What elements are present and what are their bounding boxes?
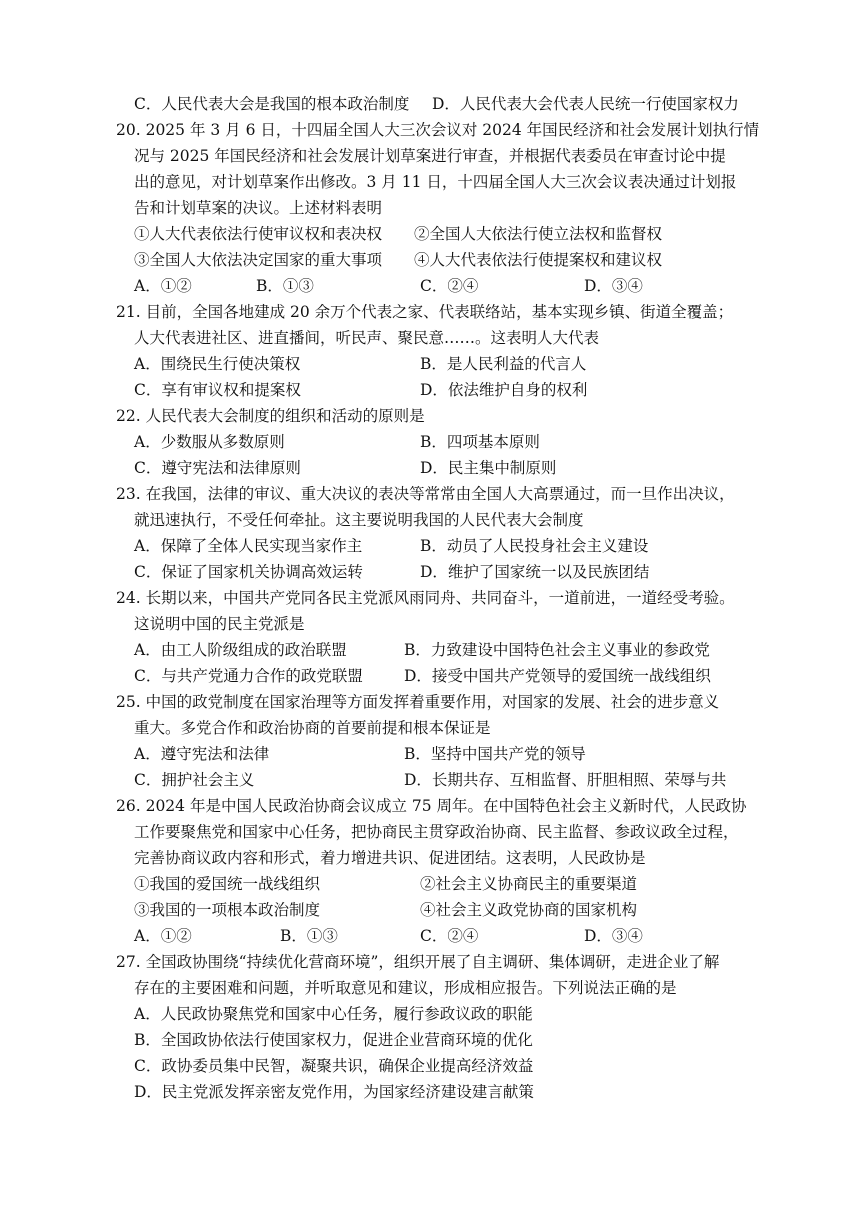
q26-option-a: A．①② [134,927,192,945]
q20-item-4: ④人大代表依法行使提案权和建议权 [414,251,663,269]
q20-option-a: A．①② [134,277,192,295]
q21-option-a: A．围绕民生行使决策权 [134,355,301,373]
q21-option-c: C．享有审议权和提案权 [134,381,301,399]
q23-option-a: A．保障了全体人民实现当家作主 [134,537,363,555]
q24-option-b: B．力致建设中国特色社会主义事业的参政党 [404,641,710,659]
q25-option-a: A．遵守宪法和法律 [134,745,270,763]
q21-stem-2: 人大代表进社区、进直播间，听民声、聚民意……。这表明人大代表 [134,329,600,347]
q19-option-c: C．人民代表大会是我国的根本政治制度 [134,95,410,113]
q23-option-c: C．保证了国家机关协调高效运转 [134,563,363,581]
q20-option-c: C．②④ [420,277,479,295]
q19-option-d: D．人民代表大会代表人民统一行使国家权力 [432,95,739,113]
q20-item-3: ③全国人大依法决定国家的重大事项 [134,251,383,269]
q27-option-c: C．政协委员集中民智，凝聚共识，确保企业提高经济效益 [134,1057,534,1075]
q24-stem-2: 这说明中国的民主党派是 [134,615,305,633]
q21-option-d: D．依法维护自身的权利 [420,381,588,399]
q27-stem-1: 27. 全国政协围绕“持续优化营商环境”，组织开展了自主调研、集体调研，走进企业了解 [116,953,720,971]
q23-stem-1: 23. 在我国，法律的审议、重大决议的表决等常常由全国人大高票通过，而一旦作出决议， [116,485,735,503]
q22-stem-1: 22. 人民代表大会制度的组织和活动的原则是 [116,407,425,425]
q26-option-b: B．①③ [280,927,338,945]
q27-stem-2: 存在的主要困难和问题，并听取意见和建议，形成相应报告。下列说法正确的是 [134,979,677,997]
q27-option-d: D．民主党派发挥亲密友党作用，为国家经济建设建言献策 [134,1083,534,1101]
q25-stem-1: 25. 中国的政党制度在国家治理等方面发挥着重要作用，对国家的发展、社会的进步意义 [116,693,720,711]
q26-item-3: ③我国的一项根本政治制度 [134,901,321,919]
q21-stem-1: 21. 目前，全国各地建成 20 余万个代表之家、代表联络站，基本实现乡镇、街道全覆盖； [116,303,734,321]
q20-option-b: B．①③ [256,277,314,295]
q20-stem-3: 出的意见，对计划草案作出修改。3 月 11 日，十四届全国人大三次会议表决通过计划报 [134,173,737,191]
q24-option-d: D．接受中国共产党领导的爱国统一战线组织 [404,667,711,685]
q22-option-c: C．遵守宪法和法律原则 [134,459,301,477]
q26-item-4: ④社会主义政党协商的国家机构 [420,901,638,919]
q27-option-a: A．人民政协聚焦党和国家中心任务，履行参政议政的职能 [134,1005,533,1023]
q20-item-2: ②全国人大依法行使立法权和监督权 [414,225,663,243]
q23-option-d: D．维护了国家统一以及民族团结 [420,563,650,581]
q22-option-d: D．民主集中制原则 [420,459,557,477]
q25-stem-2: 重大。多党合作和政治协商的首要前提和根本保证是 [134,719,491,737]
q25-option-d: D．长期共存、互相监督、肝胆相照、荣辱与共 [404,771,727,789]
q20-stem-1: 20. 2025 年 3 月 6 日，十四届全国人大三次会议对 2024 年国民经济和社会发展计划执行情 [116,121,760,139]
q24-option-c: C．与共产党通力合作的政党联盟 [134,667,363,685]
q23-stem-2: 就迅速执行，不受任何牵扯。这主要说明我国的人民代表大会制度 [134,511,584,529]
q26-stem-3: 完善协商议政内容和形式，着力增进共识、促进团结。这表明，人民政协是 [134,849,646,867]
q20-item-1: ①人大代表依法行使审议权和表决权 [134,225,383,243]
q26-option-c: C．②④ [420,927,479,945]
q26-stem-2: 工作要聚焦党和国家中心任务，把协商民主贯穿政治协商、民主监督、参政议政全过程， [134,823,739,841]
q20-option-d: D．③④ [584,277,643,295]
q22-option-b: B．四项基本原则 [420,433,540,451]
q25-option-c: C．拥护社会主义 [134,771,255,789]
q25-option-b: B．坚持中国共产党的领导 [404,745,586,763]
q27-option-b: B．全国政协依法行使国家权力，促进企业营商环境的优化 [134,1031,533,1049]
q22-option-a: A．少数服从多数原则 [134,433,285,451]
q21-option-b: B．是人民利益的代言人 [420,355,587,373]
q26-item-1: ①我国的爱国统一战线组织 [134,875,321,893]
q20-stem-4: 告和计划草案的决议。上述材料表明 [134,199,383,217]
q24-option-a: A．由工人阶级组成的政治联盟 [134,641,347,659]
q23-option-b: B．动员了人民投身社会主义建设 [420,537,649,555]
q20-stem-2: 况与 2025 年国民经济和社会发展计划草案进行审查，并根据代表委员在审查讨论中提 [134,147,726,165]
q26-item-2: ②社会主义协商民主的重要渠道 [420,875,638,893]
q26-stem-1: 26. 2024 年是中国人民政治协商会议成立 75 周年。在中国特色社会主义新时代，人民政协 [116,797,747,815]
q24-stem-1: 24. 长期以来，中国共产党同各民主党派风雨同舟、共同奋斗，一道前进，一道经受考验。 [116,589,735,607]
q26-option-d: D．③④ [584,927,643,945]
